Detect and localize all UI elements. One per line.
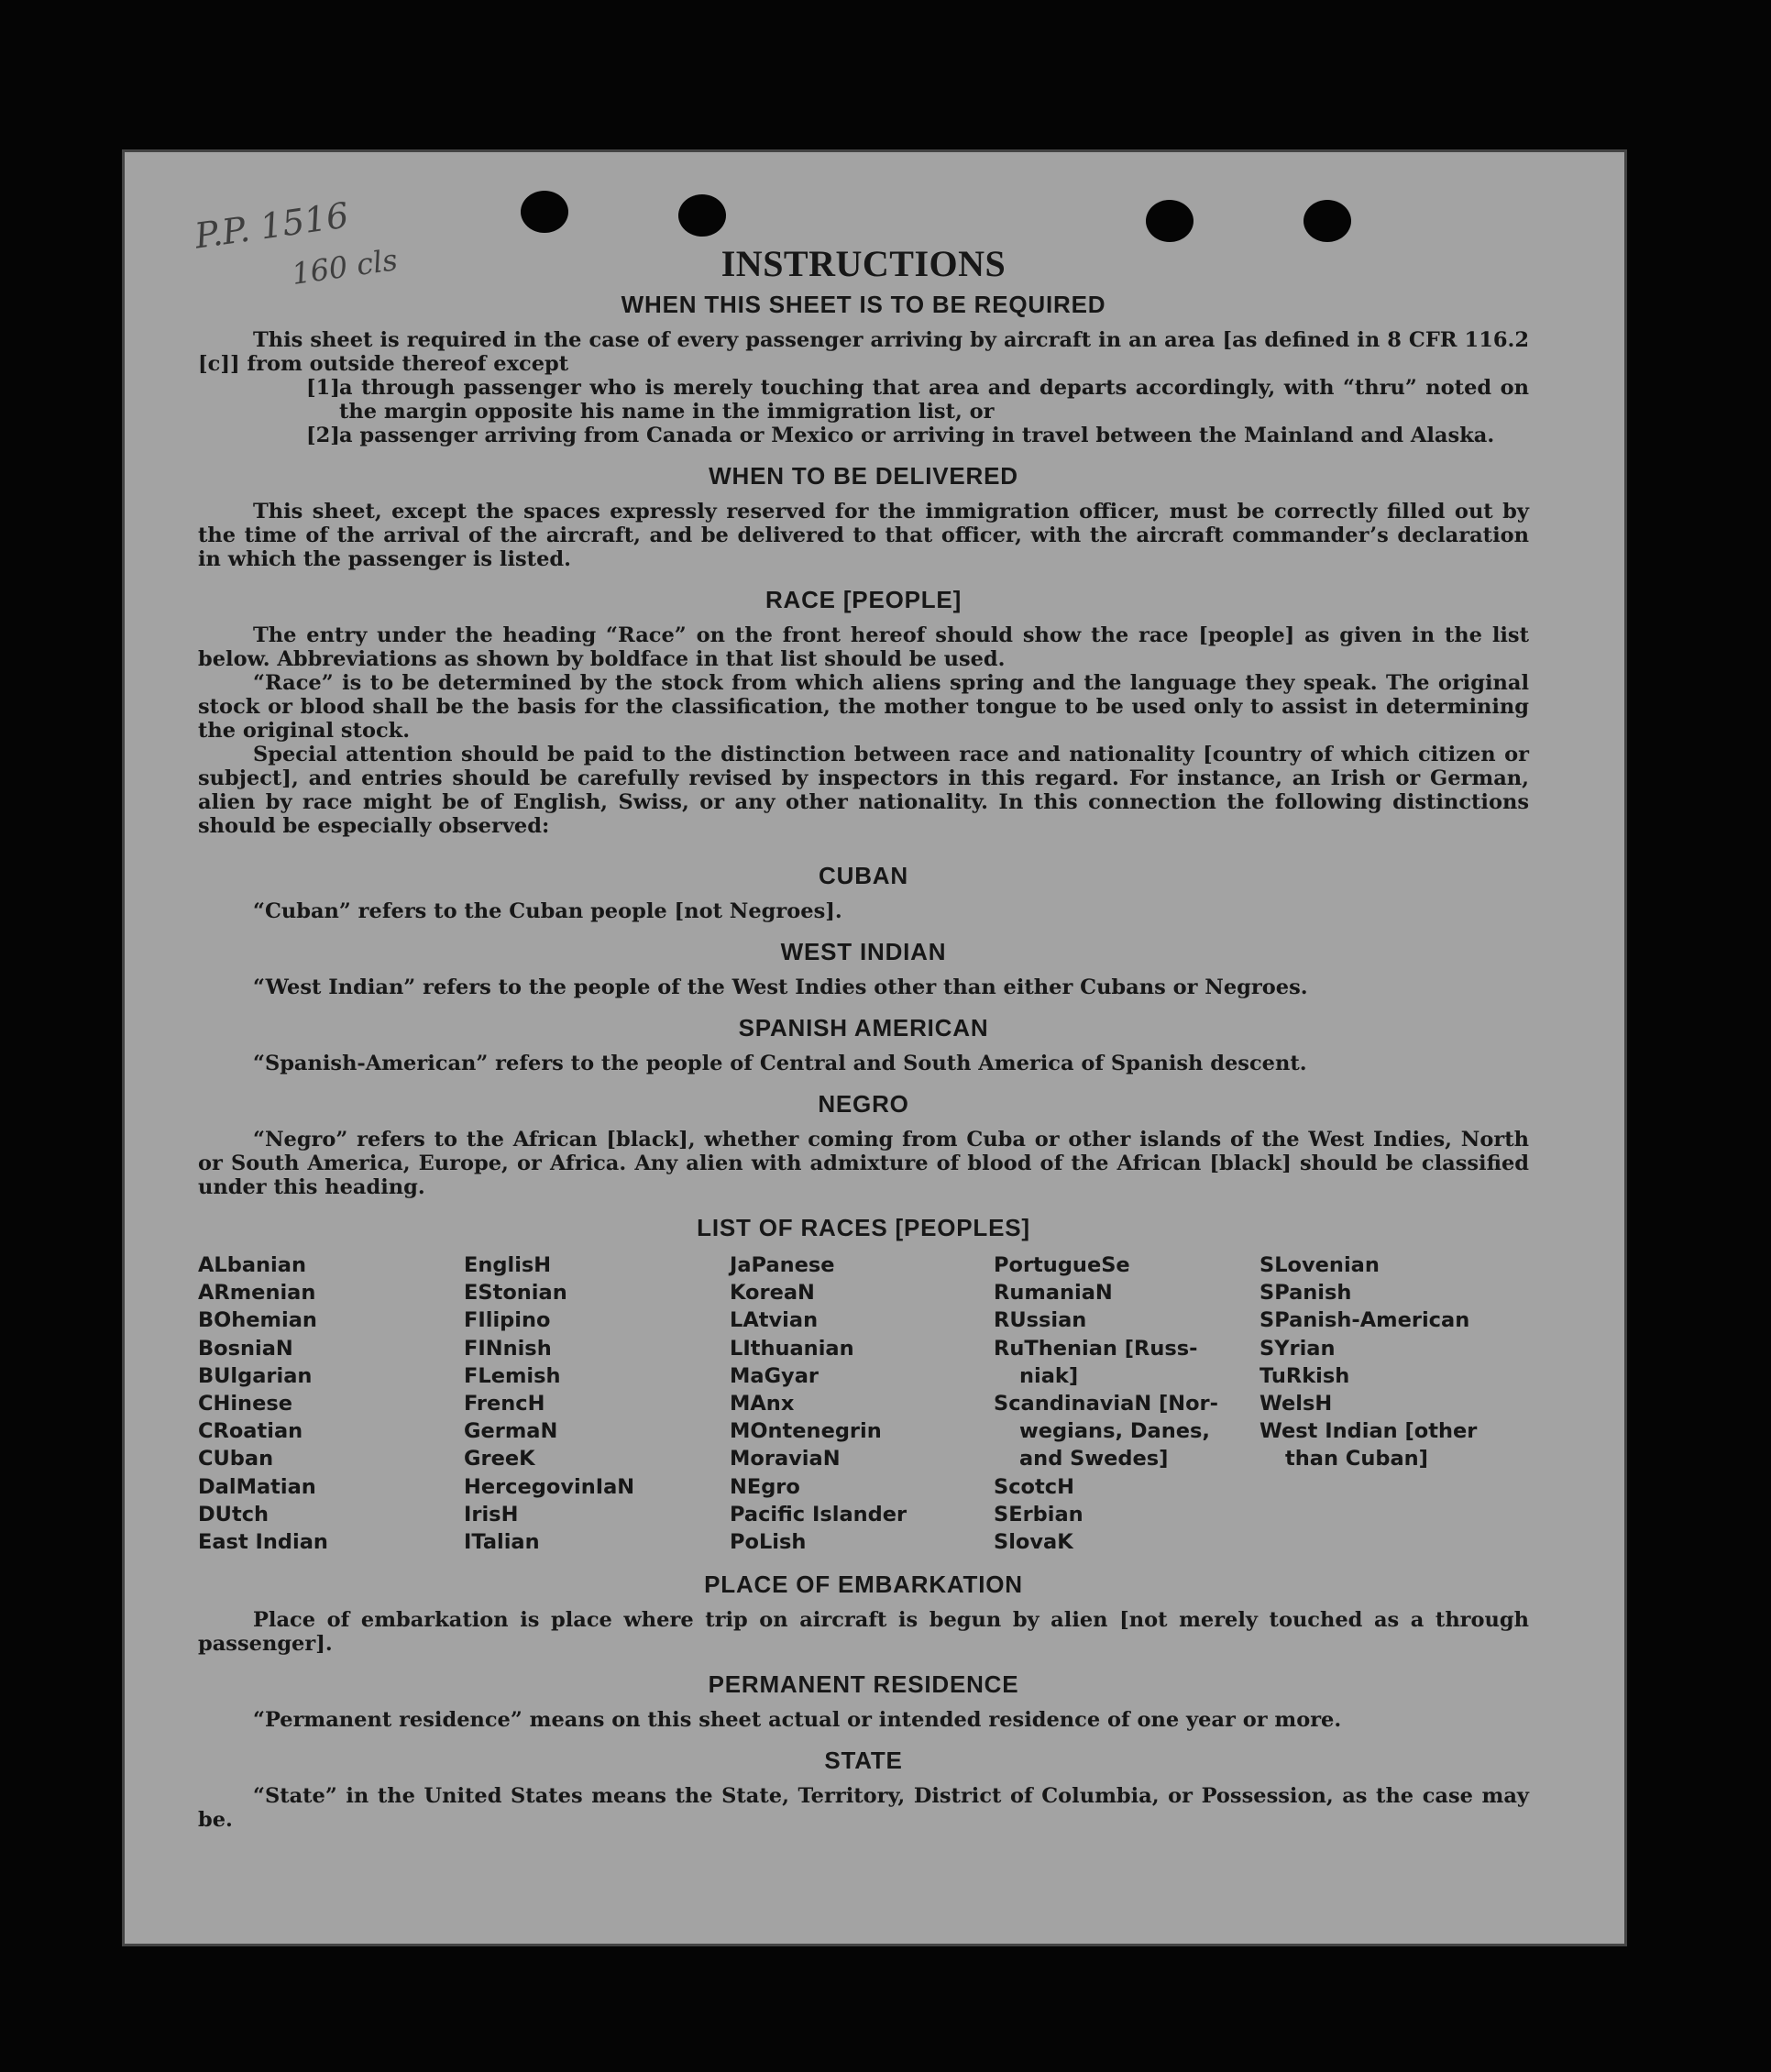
spanish-american-text: “Spanish-American” refers to the people of Central and South America of Spanish descent. <box>253 1052 1307 1075</box>
race-item: EnglisH <box>464 1253 552 1277</box>
race-item: LAtvian <box>730 1308 819 1333</box>
page-title: INSTRUCTIONS <box>720 243 1006 284</box>
punch-hole-3 <box>1146 200 1194 242</box>
west-indian-text: “West Indian” refers to the people of the West Indies other than either Cubans or Negroes. <box>253 975 1308 999</box>
punch-hole-1 <box>521 191 568 233</box>
race-item-continuation: and Swedes] <box>1019 1447 1169 1471</box>
race-item: SYrian <box>1260 1336 1336 1361</box>
heading-list-of-races: LIST OF RACES [PEOPLES] <box>697 1214 1030 1241</box>
delivered-text: This sheet, except the spaces expressly reserved for the immigration officer, must be correctly filled out by the time of the arrival of the aircraft, and be delivered to that officer, with the aircraft commander’s declaration in which the passenger is listed. <box>198 500 1529 571</box>
race-item: DalMatian <box>198 1474 316 1499</box>
heading-permanent-residence: PERMANENT RESIDENCE <box>708 1670 1019 1699</box>
race-item: BosniaN <box>198 1336 293 1361</box>
race-item: GermaN <box>464 1419 558 1444</box>
race-item-continuation: niak] <box>1019 1363 1079 1388</box>
race-item: PortugueSe <box>994 1253 1130 1277</box>
race-column-4 <box>994 1251 1260 1556</box>
negro-text: “Negro” refers to the African [black], whether coming from Cuba or other islands of the West Indies, North or South America, Europe, or Africa. Any alien with admixture of blood of the African [black] should be classified under this heading. <box>198 1128 1529 1199</box>
race-item: CRoatian <box>198 1419 303 1444</box>
exception-clause-2 <box>306 424 1529 447</box>
heading-state: STATE <box>824 1747 903 1775</box>
heading-cuban: CUBAN <box>819 862 908 889</box>
race-item: BOhemian <box>198 1308 317 1333</box>
race-item: BUlgarian <box>198 1363 313 1388</box>
race-item: SPanish-American <box>1260 1308 1470 1333</box>
race-item: SlovaK <box>994 1530 1073 1555</box>
heading-when-required: WHEN THIS SHEET IS TO BE REQUIRED <box>621 291 1106 318</box>
race-column-3 <box>730 1251 994 1556</box>
race-item: East Indian <box>198 1530 328 1555</box>
clause-number: [2] <box>306 424 340 447</box>
race-item: SErbian <box>994 1502 1084 1526</box>
exception-clauses <box>306 376 1529 447</box>
document-page <box>125 152 1624 1944</box>
race-column-1 <box>198 1251 464 1556</box>
heading-when-delivered: WHEN TO BE DELIVERED <box>709 462 1018 490</box>
embarkation-text: Place of embarkation is place where trip on aircraft is begun by alien [not merely touched as a through passenger]. <box>198 1608 1529 1657</box>
race-item: RumaniaN <box>994 1281 1113 1306</box>
race-item: SLovenian <box>1260 1253 1380 1277</box>
race-item: ScandinaviaN [Nor- <box>994 1392 1218 1416</box>
race-item: JaPanese <box>730 1253 835 1277</box>
heading-west-indian: WEST INDIAN <box>780 938 947 965</box>
required-intro: This sheet is required in the case of every passenger arriving by aircraft in an area [as defined in 8 CFR 116.2 [c]] from outside thereof except <box>198 328 1529 376</box>
race-item: FIlipino <box>464 1308 551 1333</box>
race-item: IrisH <box>464 1502 519 1526</box>
race-item: ALbanian <box>198 1253 306 1277</box>
race-item: DUtch <box>198 1502 270 1526</box>
punch-hole-4 <box>1304 200 1351 242</box>
punch-hole-2 <box>678 194 726 237</box>
race-item-continuation: than Cuban] <box>1285 1447 1428 1471</box>
race-item: ARmenian <box>198 1281 316 1306</box>
race-item: FrencH <box>464 1392 545 1416</box>
race-column-5 <box>1260 1251 1529 1556</box>
handwritten-note-2: 160 cls <box>289 242 400 292</box>
race-item: West Indian [other <box>1260 1419 1478 1444</box>
heading-spanish-american: SPANISH AMERICAN <box>738 1014 989 1042</box>
race-item: ITalian <box>464 1530 540 1555</box>
race-item: MoraviaN <box>730 1447 841 1471</box>
race-item: EStonian <box>464 1281 567 1306</box>
residence-text: “Permanent residence” means on this sheet actual or intended residence of one year or more. <box>253 1708 1342 1733</box>
clause-number: [1] <box>306 376 340 400</box>
race-item: WelsH <box>1260 1392 1333 1416</box>
race-item: Pacific Islander <box>730 1502 908 1526</box>
race-item: CUban <box>198 1447 274 1471</box>
race-item: TuRkish <box>1260 1363 1350 1388</box>
race-item: MOntenegrin <box>730 1419 882 1444</box>
exception-clause-1 <box>306 376 1529 424</box>
race-item: LIthuanian <box>730 1336 854 1361</box>
race-list <box>198 1251 1529 1556</box>
heading-negro: NEGRO <box>818 1090 909 1118</box>
race-item: CHinese <box>198 1392 292 1416</box>
race-item: PoLish <box>730 1530 807 1555</box>
race-item: HercegovinIaN <box>464 1474 635 1499</box>
heading-race: RACE [PEOPLE] <box>764 586 962 613</box>
race-item: RUssian <box>994 1308 1087 1333</box>
race-paragraph-1: The entry under the heading “Race” on the front hereof should show the race [people] as given in the list below. Abbreviations as shown by boldface in that list should be used. <box>198 623 1529 671</box>
race-item: FLemish <box>464 1363 561 1388</box>
race-item: FINnish <box>464 1336 552 1361</box>
race-item: NEgro <box>730 1474 800 1499</box>
race-item: MAnx <box>730 1392 795 1416</box>
instructions-content <box>198 242 1529 1832</box>
race-item: MaGyar <box>730 1363 819 1388</box>
heading-place-of-embarkation: PLACE OF EMBARKATION <box>704 1571 1023 1599</box>
race-item: ScotcH <box>994 1474 1074 1499</box>
state-text: “State” in the United States means the State, Territory, District of Columbia, or Possession, as the case may be. <box>198 1784 1529 1833</box>
race-paragraph-2: “Race” is to be determined by the stock from which aliens spring and the language they speak. The original stock or blood shall be the basis for the classification, the mother tongue to be used only to assist in determining the original stock. <box>198 671 1529 743</box>
race-paragraph-3: Special attention should be paid to the distinction between race and nationality [country of which citizen or subject], and entries should be carefully revised by inspectors in this regard. For instance, an Irish or German, alien by race might be of English, Swiss, or any other nationality. In this connection the following distinctions should be especially observed: <box>198 743 1529 838</box>
race-item: SPanish <box>1260 1281 1352 1306</box>
cuban-text: “Cuban” refers to the Cuban people [not Negroes]. <box>253 899 842 923</box>
clause-text: a through passenger who is merely touching that area and departs accordingly, with “thru” noted on the margin opposite his name in the immigration list, or <box>339 376 1529 424</box>
race-item: GreeK <box>464 1447 535 1471</box>
race-item-continuation: wegians, Danes, <box>1019 1419 1210 1444</box>
race-item: KoreaN <box>730 1281 815 1306</box>
race-column-2 <box>464 1251 730 1556</box>
handwritten-note-1: P.P. 1516 <box>192 194 351 257</box>
race-item: RuThenian [Russ- <box>994 1336 1198 1361</box>
clause-text: a passenger arriving from Canada or Mexico or arriving in travel between the Mainland and Alaska. <box>339 424 1495 447</box>
